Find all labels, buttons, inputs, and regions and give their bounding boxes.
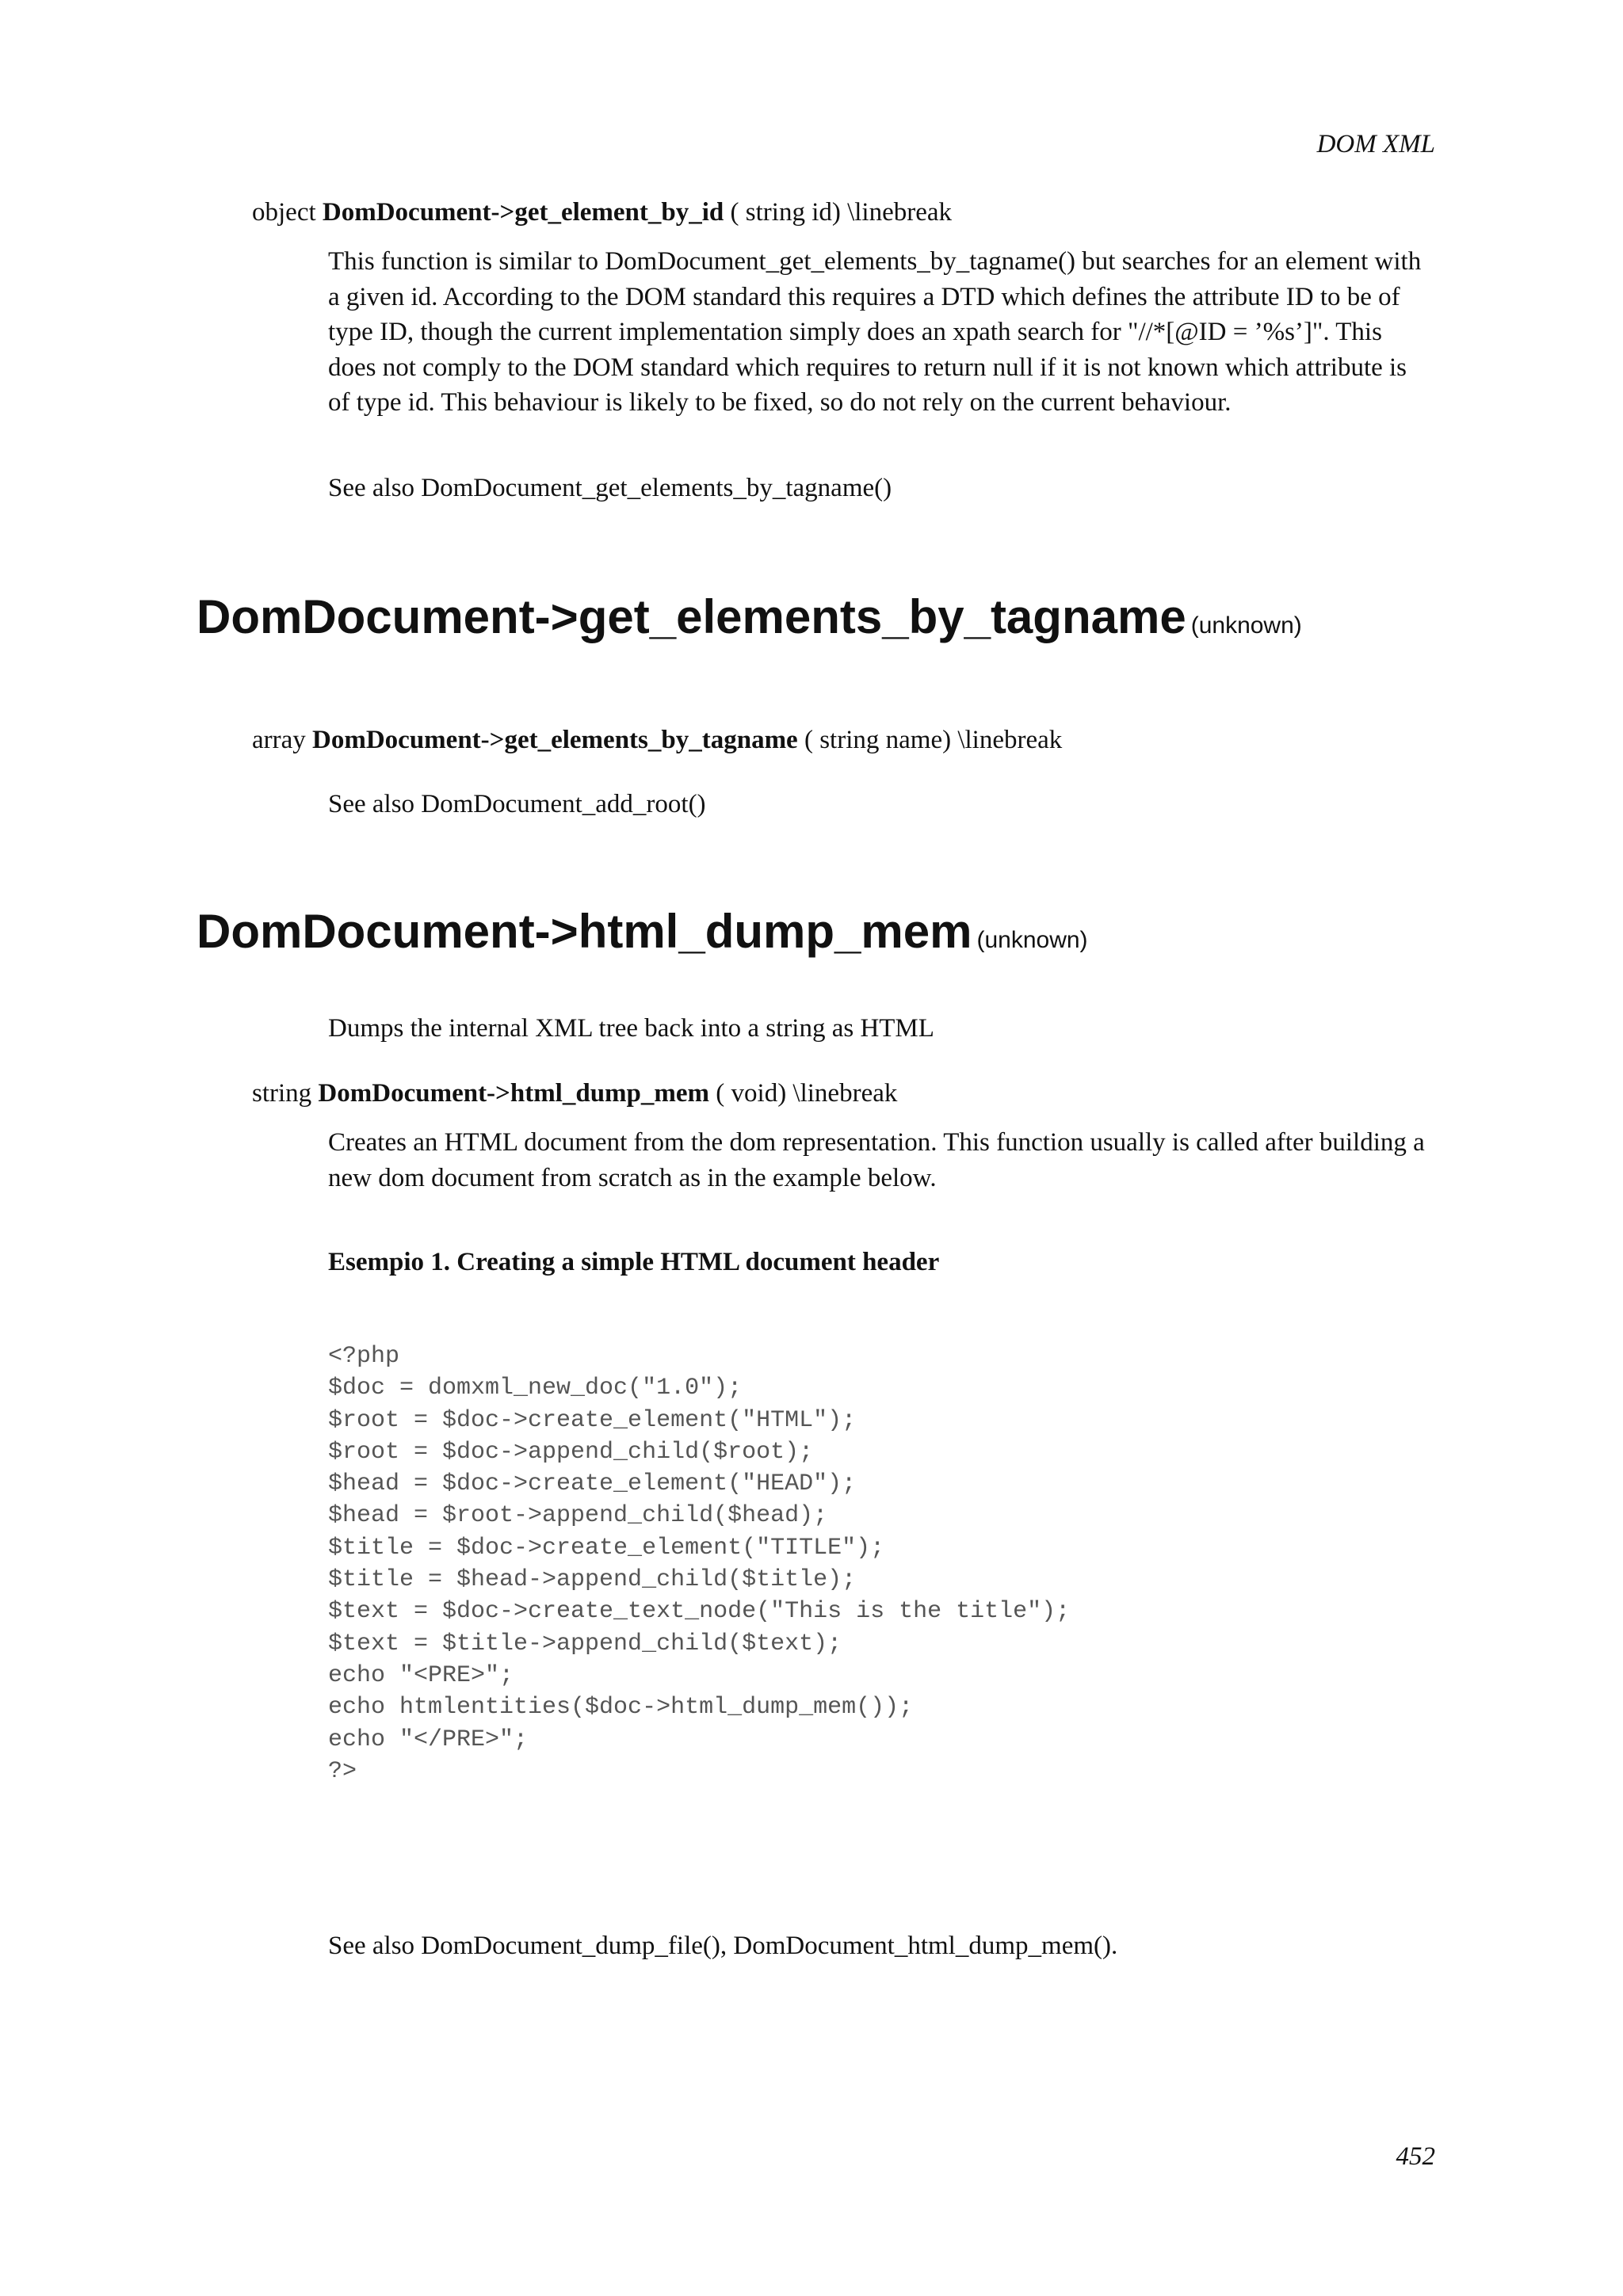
- synopsis-params: ( string id) \linebreak: [724, 198, 953, 227]
- code-line: $root = $doc->append_child($root);: [328, 1438, 814, 1466]
- code-line: $head = $doc->create_element("HEAD");: [328, 1470, 857, 1498]
- code-line: $root = $doc->create_element("HTML");: [328, 1406, 857, 1434]
- code-line: ?>: [328, 1757, 357, 1785]
- code-line: $head = $root->append_child($head);: [328, 1502, 828, 1530]
- code-line: <?php: [328, 1343, 400, 1370]
- synopsis-params: ( void) \linebreak: [709, 1079, 898, 1108]
- see-also-html-dump-mem: See also DomDocument_dump_file(), DomDocument_html_dump_mem().: [328, 1932, 1118, 1960]
- code-line: $doc = domxml_new_doc("1.0");: [328, 1375, 743, 1402]
- synopsis-function-name: DomDocument->get_element_by_id: [322, 198, 724, 227]
- description-html-dump-mem: Creates an HTML document from the dom representation. This function usually is called after building a new dom document from scratch as in the example below.: [328, 1128, 1425, 1192]
- running-header: DOM XML: [1316, 130, 1435, 158]
- function-synopsis-get-element-by-id: [252, 195, 952, 230]
- section-title-html-dump-mem: [197, 903, 1088, 969]
- section-title-text: DomDocument->get_elements_by_tagname: [197, 590, 1186, 643]
- section-title-text: DomDocument->html_dump_mem: [197, 905, 972, 958]
- section-title-qualifier: (unknown): [1190, 612, 1302, 639]
- code-line: $title = $doc->create_element("TITLE");: [328, 1534, 885, 1562]
- function-synopsis-get-elements-by-tagname: [252, 723, 1062, 757]
- synopsis-return-type: string: [252, 1079, 319, 1108]
- synopsis-return-type: array: [252, 726, 313, 754]
- synopsis-params: ( string name) \linebreak: [797, 726, 1063, 754]
- section-title-get-elements-by-tagname: [197, 589, 1302, 654]
- code-line: $text = $doc->create_text_node("This is the title");: [328, 1598, 1071, 1626]
- synopsis-function-name: DomDocument->html_dump_mem: [318, 1079, 710, 1108]
- see-also-get-elements-by-tagname: See also DomDocument_add_root(): [328, 790, 706, 818]
- page-number: 452: [1396, 2142, 1435, 2171]
- purpose-html-dump-mem: Dumps the internal XML tree back into a string as HTML: [328, 1014, 934, 1043]
- code-line: echo "<PRE>";: [328, 1661, 514, 1689]
- description-get-element-by-id: This function is similar to DomDocument_get_elements_by_tagname() but searches for an element with a given id. According to the DOM standard this requires a DTD which defines the attribute ID to be of type ID, though the current implementation simply does an xpath search for "//*[@ID = ’%s’]". This does not comply to the DOM standard which requires to return null if it is not known which attribute is of type id. This behaviour is likely to be fixed, so do not rely on the current behaviour.: [328, 247, 1422, 417]
- synopsis-function-name: DomDocument->get_elements_by_tagname: [312, 726, 798, 754]
- code-line: echo "</PRE>";: [328, 1726, 529, 1753]
- code-example: [328, 1341, 1070, 1787]
- function-synopsis-html-dump-mem: [252, 1076, 897, 1111]
- code-line: $title = $head->append_child($title);: [328, 1566, 857, 1594]
- code-line: echo htmlentities($doc->html_dump_mem());: [328, 1694, 914, 1722]
- code-line: $text = $title->append_child($text);: [328, 1630, 842, 1657]
- synopsis-return-type: object: [252, 198, 323, 227]
- example-title: Esempio 1. Creating a simple HTML document header: [328, 1248, 940, 1276]
- section-title-qualifier: (unknown): [976, 927, 1088, 953]
- see-also-get-element-by-id: See also DomDocument_get_elements_by_tagname(): [328, 474, 892, 502]
